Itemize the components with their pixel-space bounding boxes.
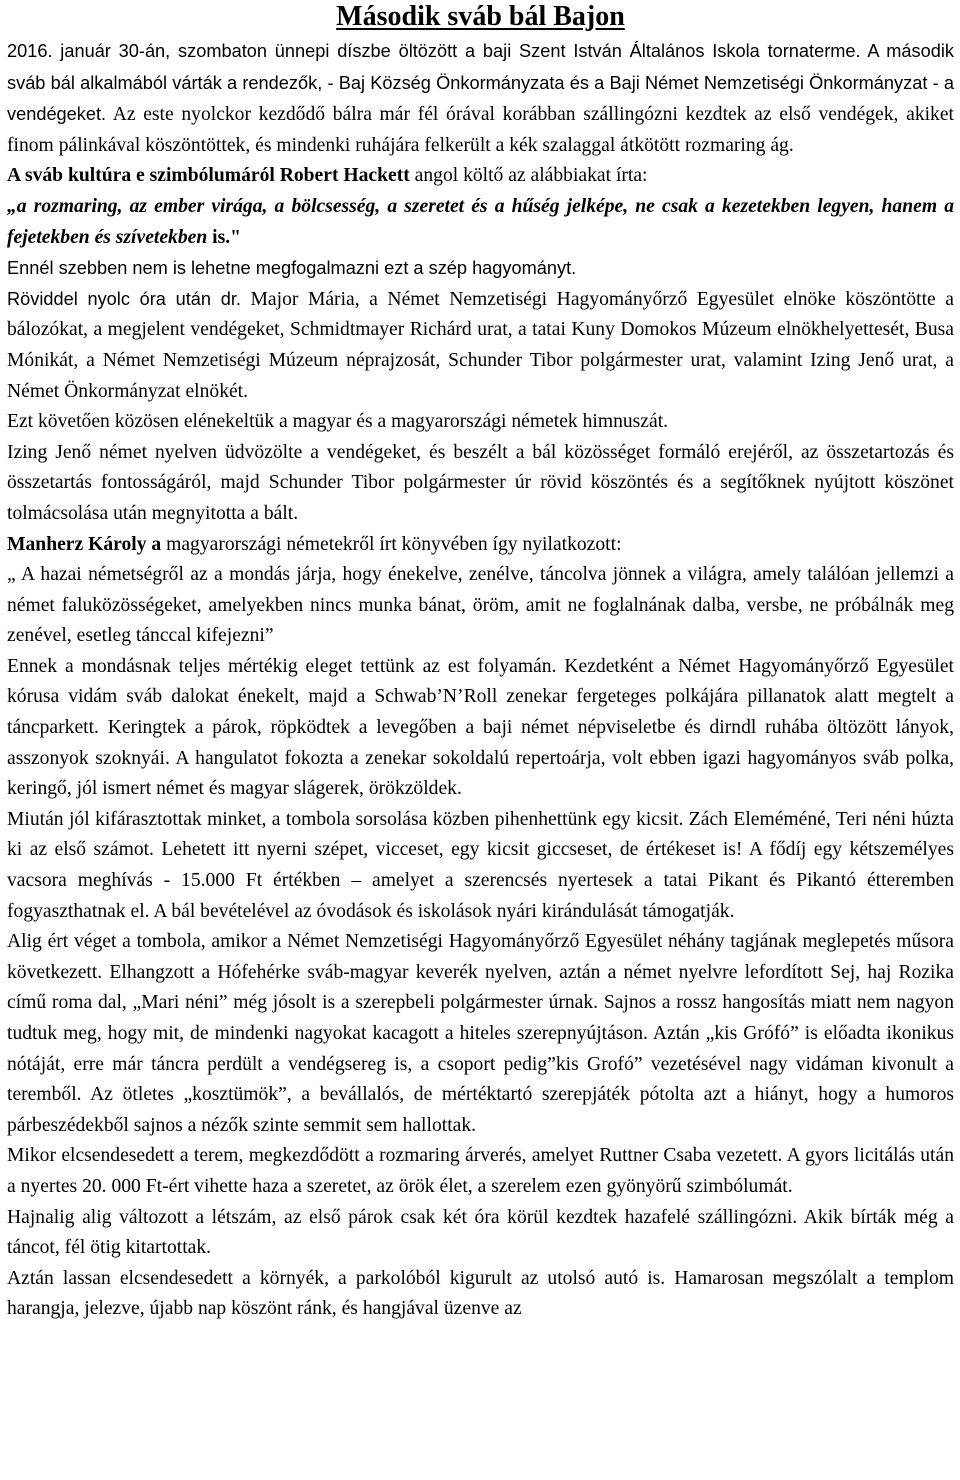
paragraph-hackett xyxy=(7,161,954,192)
hackett-bold-text: A sváb kultúra e szimbólumáról Robert Hackett xyxy=(7,165,410,187)
paragraph-tombola: Miután jól kifárasztottak minket, a tombola sorsolása közben pihenhettünk egy kicsit. Zách Eleméméné, Teri néni húzta ki az első számot. Lehetett itt nyerni szépet, vicceset, egy kicsit giccseset, de értékeset is! A fődíj egy kétszemélyes vacsora meghívás - 15.000 Ft értékben – amelyet a szerencsés nyertesek a tatai Pikant és Pikantó étteremben fogyaszthatnak el. A bál bevételével az óvodások és iskolások nyári kirándulását támogatják. xyxy=(7,808,954,922)
intro-sans-text: 2016. január 30-án, szombaton ünnepi díszbe öltözött a baji Szent István Általános Iskola tornaterme. A második sváb bál alkalmából várták a rendezők, - Baj Község Önkormányzata és a Baji Német Nemzetiségi Önkormányzat - a vendégeket. xyxy=(7,41,954,125)
paragraph-izing: Izing Jenő német nyelven üdvözölte a vendégeket, és beszélt a bál közösséget formáló erejéről, az összetartozás és összetartás fontosságáról, majd Schunder Tibor polgármester úr rövid köszöntés és a segítőknek nyújtott köszönet tolmácsolása után megnyitotta a bált. xyxy=(7,441,954,524)
paragraph-tradition: Ennél szebben nem is lehetne megfogalmazni ezt a szép hagyományt. xyxy=(7,258,577,279)
paragraph-dance: Ennek a mondásnak teljes mértékig eleget tettünk az est folyamán. Kezdetként a Német Hagyományőrző Egyesület kórusa vidám sváb dalokat énekelt, majd a Schwab’N’Roll zenekar fergeteges polkájára pillanatok alatt megtelt a táncparkett. Keringtek a párok, röpködtek a levegőben a baji német népviseletbe és dirndl ruhába öltözött lányok, asszonyok szoknyái. A hangulatot fokozta a zenekar sokoldalú repertoárja, volt ebben igazi hagyományos sváb polka, keringő, jól ismert német és magyar slágerek, örökzöldek. xyxy=(7,655,954,800)
paragraph-anthem: Ezt követően közösen elénekeltük a magyar és a magyarországi németek himnuszát. xyxy=(7,411,669,433)
paragraph-surprise: Alig ért véget a tombola, amikor a Német Nemzetiségi Hagyományőrző Egyesület néhány tagjának meglepetés műsora következett. Elhangzott a Hófehérke sváb-magyar keverék nyelven, aztán a német nyelvre lefordított Sej, haj Rozika című roma dal, „Mari néni” még jósolt is a szerepbeli polgármester úrnak. Sajnos a rossz hangosítás miatt nem nagyon tudtuk meg, hogy mit, de mindenki nagyokat kacagott a hiteles szerepnyújtáson. Aztán „kis Grófó” is előadta ikonikus nótáját, erre már táncra perdült a vendégsereg is, a csoport pedig”kis Grofó” vezetésével nagy vidáman kivonult a teremből. Az ötletes „kosztümök”, a bevállalós, de mértéktartó szerepjáték pótolta azt a hiányt, hogy a humoros párbeszédekből sajnos a nézők szinte semmit sem hallottak. xyxy=(7,931,954,1136)
paragraph-auction: Mikor elcsendesedett a terem, megkezdődött a rozmaring árverés, amelyet Ruttner Csaba vezetett. A gyors licitálás után a nyertes 20. 000 Ft-ért vihette haza a szeretet, az örök élet, a szerelem ezen gyönyörű szimbólumát. xyxy=(7,1145,954,1197)
paragraph-ending: Aztán lassan elcsendesedett a környék, a parkolóból kigurult az utolsó autó is. Hamarosan megszólalt a templom harangja, jelezve, újabb nap köszönt ránk, és hangjával üzenve az xyxy=(7,1267,954,1320)
quote-end-text: is." xyxy=(207,226,241,248)
manherz-rest-text: magyarországi németekről írt könyvében így nyilatkozott: xyxy=(161,533,622,555)
paragraph-intro xyxy=(7,36,954,161)
hackett-rest-text: angol költő az alábbiakat írta: xyxy=(409,165,648,187)
paragraph-dawn: Hajnalig alig változott a létszám, az első párok csak két óra körül kezdtek hazafelé szállingózni. Akik bírták még a táncot, fél ötig kitartottak. xyxy=(7,1206,954,1259)
welcome-sans-text: Röviddel nyolc óra után dr. xyxy=(7,288,241,309)
intro-rest-text: Az este nyolckor kezdődő bálra már fél órával korábban szállingózni kezdtek az első vendégek, akiket finom pálinkával köszöntöttek, és mindenki ruhájára felkerült a kék szalaggal átkötött rozmaring ág. xyxy=(7,104,954,156)
manherz-bold-text: Manherz Károly a xyxy=(7,533,162,555)
paragraph-quote xyxy=(7,192,954,253)
page-title: Második sváb bál Bajon xyxy=(336,1,625,32)
paragraph-welcome xyxy=(7,284,954,407)
quote-text: „a rozmaring, az ember virága, a bölcsesség, a szeretet és a hűség jelképe, ne csak a kezetekben legyen, hanem a fejetekben és szívetekben xyxy=(7,195,954,248)
welcome-rest-text: Major Mária, a Német Nemzetiségi Hagyományőrző Egyesület elnöke köszöntötte a bálozókat, a megjelent vendégeket, Schmidtmayer Richárd urat, a tatai Kuny Domokos Múzeum elnökhelyettesét, Busa Mónikát, a Német Nemzetiségi Múzeum néprajzosát, Schunder Tibor polgármester urat, valamint Izing Jenő urat, a Német Önkormányzat elnökét. xyxy=(7,288,954,402)
paragraph-saying: „ A hazai németségről az a mondás járja, hogy énekelve, zenélve, táncolva jönnek a világra, amely találóan jellemzi a német faluközösségeket, amelyekben nincs munka bánat, öröm, amit ne foglalnának dalba, versbe, ne próbálnák meg zenével, esetleg tánccal kifejezni” xyxy=(7,564,954,647)
paragraph-manherz xyxy=(7,530,954,561)
